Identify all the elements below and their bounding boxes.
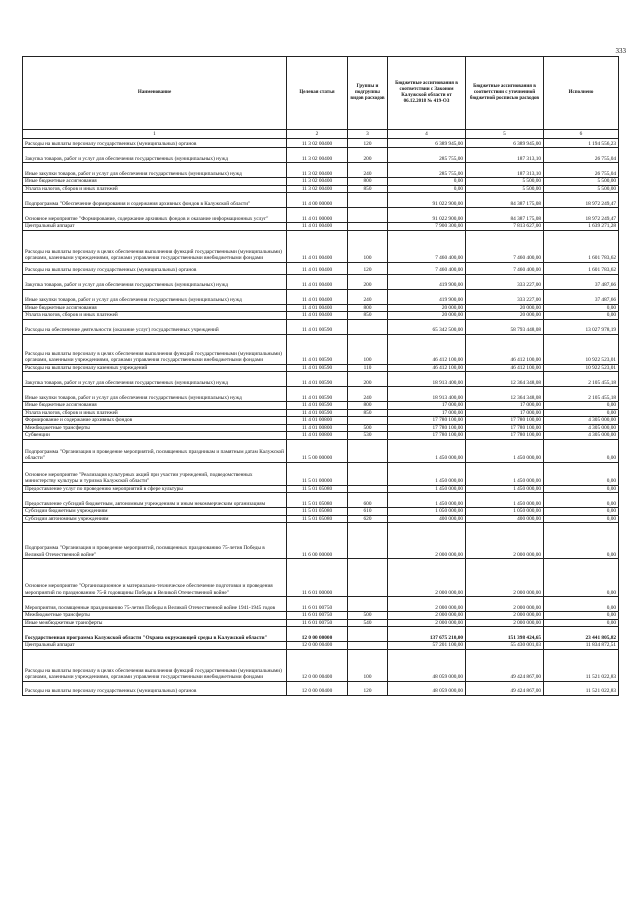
table-row <box>23 364 619 372</box>
row-expense-type: 110 <box>348 364 388 372</box>
row-executed: 0,00 <box>544 485 619 493</box>
row-name: Предоставление услуг по проведению мероприятий в сфере культуры <box>23 485 287 493</box>
row-refined-allocation: 7 460 400,00 <box>466 262 544 274</box>
row-expense-type <box>348 223 388 231</box>
row-target-article: 11 4 01 00590 <box>287 402 348 410</box>
row-name: Расходы на выплаты персоналу казенных учреждений <box>23 364 287 372</box>
row-target-article: 11 6 01 00750 <box>287 619 348 627</box>
row-expense-type <box>348 439 388 462</box>
table-row <box>23 627 619 642</box>
row-law-allocation: 65 342 500,00 <box>388 319 466 334</box>
row-name: Закупка товаров, работ и услуг для обеспечения государственных (муниципальных) нужд <box>23 148 287 163</box>
row-law-allocation: 2 000 000,00 <box>388 523 466 559</box>
row-target-article: 11 4 01 00800 <box>287 432 348 440</box>
row-law-allocation: 0,00 <box>388 178 466 186</box>
row-refined-allocation: 55 430 001,03 <box>466 642 544 650</box>
row-executed: 0,00 <box>544 409 619 417</box>
row-expense-type: 800 <box>348 304 388 312</box>
table-row <box>23 319 619 334</box>
row-executed: 23 441 805,82 <box>544 627 619 642</box>
table-row <box>23 208 619 223</box>
row-law-allocation: 17 780 100,00 <box>388 417 466 425</box>
row-law-allocation: 57 201 100,00 <box>388 642 466 650</box>
row-name: Государственная программа Калужской области "Охрана окружающей среды в Калужской области" <box>23 627 287 642</box>
header-law-allocations: Бюджетные ассигнования в соответствии с Законом Калужской области от 06.12.2018 № 419-ОЗ <box>388 57 466 130</box>
row-refined-allocation: 2 000 000,00 <box>466 619 544 627</box>
row-executed: 0,00 <box>544 619 619 627</box>
row-refined-allocation: 20 000,00 <box>466 304 544 312</box>
table-row <box>23 387 619 402</box>
table-row <box>23 402 619 410</box>
row-law-allocation: 1 450 000,00 <box>388 439 466 462</box>
row-expense-type: 800 <box>348 178 388 186</box>
row-target-article: 12 0 00 00000 <box>287 627 348 642</box>
row-name: Иные закупки товаров, работ и услуг для обеспечения государственных (муниципальных) нужд <box>23 387 287 402</box>
row-target-article: 11 5 01 05080 <box>287 485 348 493</box>
page-number: 333 <box>615 47 626 55</box>
row-law-allocation: 91 022 900,00 <box>388 193 466 208</box>
row-refined-allocation: 2 000 000,00 <box>466 523 544 559</box>
column-number: 4 <box>388 130 466 139</box>
table-row <box>23 642 619 650</box>
row-law-allocation: 1 450 000,00 <box>388 462 466 485</box>
row-refined-allocation: 17 780 100,00 <box>466 424 544 432</box>
row-executed: 18 972 249,47 <box>544 193 619 208</box>
row-refined-allocation: 17 780 100,00 <box>466 432 544 440</box>
row-executed: 4 305 000,00 <box>544 424 619 432</box>
row-target-article: 11 3 02 00400 <box>287 148 348 163</box>
row-name: Расходы на выплаты персоналу государственных (муниципальных) органов <box>23 139 287 148</box>
row-target-article: 11 4 01 00400 <box>287 230 348 262</box>
row-refined-allocation: 2 000 000,00 <box>466 597 544 612</box>
row-refined-allocation: 49 424 867,00 <box>466 649 544 681</box>
row-refined-allocation: 1 450 000,00 <box>466 493 544 508</box>
row-target-article: 11 4 01 00800 <box>287 417 348 425</box>
table-row <box>23 619 619 627</box>
row-executed: 37 487,66 <box>544 274 619 289</box>
row-law-allocation: 419 900,00 <box>388 274 466 289</box>
table-row <box>23 485 619 493</box>
table-row <box>23 649 619 681</box>
table-row <box>23 523 619 559</box>
row-law-allocation: 7 460 400,00 <box>388 230 466 262</box>
row-name: Подпрограмма "Организация и проведение мероприятий, посвященных праздникам и памятным датам Калужской области" <box>23 439 287 462</box>
row-expense-type: 540 <box>348 619 388 627</box>
row-executed: 1 194 556,23 <box>544 139 619 148</box>
row-expense-type: 850 <box>348 185 388 193</box>
row-law-allocation: 7 900 300,00 <box>388 223 466 231</box>
row-expense-type: 120 <box>348 681 388 695</box>
table-row <box>23 334 619 364</box>
row-name: Субсидии автономным учреждениям <box>23 515 287 523</box>
row-law-allocation: 20 000,00 <box>388 312 466 320</box>
row-target-article: 11 3 02 00400 <box>287 178 348 186</box>
row-expense-type <box>348 597 388 612</box>
row-executed: 5 500,00 <box>544 185 619 193</box>
header-name: Наименование <box>23 57 287 130</box>
row-executed: 0,00 <box>544 508 619 516</box>
row-executed: 13 027 978,19 <box>544 319 619 334</box>
header-refined-allocations: Бюджетные ассигнования в соответствии с уточненной бюджетной росписью расходов <box>466 57 544 130</box>
row-target-article: 11 5 00 00000 <box>287 439 348 462</box>
row-refined-allocation: 46 412 100,00 <box>466 364 544 372</box>
table-row <box>23 148 619 163</box>
table-row <box>23 193 619 208</box>
row-expense-type: 530 <box>348 432 388 440</box>
row-name: Расходы на обеспечение деятельности (оказание услуг) государственных учреждений <box>23 319 287 334</box>
row-executed: 0,00 <box>544 612 619 620</box>
row-target-article: 11 5 01 05080 <box>287 508 348 516</box>
row-target-article: 11 5 01 05080 <box>287 515 348 523</box>
row-law-allocation: 1 050 000,00 <box>388 508 466 516</box>
row-name: Основное мероприятие "Организационное и материально-техническое обеспечение подготовки и проведения мероприятий по празднованию 75-й годовщины Победы в Великой Отечественной войне" <box>23 559 287 597</box>
row-target-article: 11 4 01 00590 <box>287 409 348 417</box>
table-row <box>23 493 619 508</box>
row-law-allocation: 48 059 000,00 <box>388 649 466 681</box>
row-law-allocation: 137 675 210,00 <box>388 627 466 642</box>
row-refined-allocation: 49 424 867,00 <box>466 681 544 695</box>
row-law-allocation: 0,00 <box>388 185 466 193</box>
row-target-article: 11 4 01 00400 <box>287 312 348 320</box>
row-target-article: 11 4 01 00590 <box>287 334 348 364</box>
row-target-article: 11 6 01 00750 <box>287 612 348 620</box>
row-refined-allocation: 17 000,00 <box>466 409 544 417</box>
table-row <box>23 304 619 312</box>
row-target-article: 11 4 01 00590 <box>287 372 348 387</box>
row-refined-allocation: 17 780 100,00 <box>466 417 544 425</box>
row-law-allocation: 91 022 900,00 <box>388 208 466 223</box>
row-target-article: 11 4 01 00800 <box>287 424 348 432</box>
row-name: Расходы на выплаты персоналу государственных (муниципальных) органов <box>23 262 287 274</box>
row-target-article: 12 0 00 00400 <box>287 649 348 681</box>
header-row <box>23 57 619 130</box>
table-row <box>23 515 619 523</box>
row-expense-type: 500 <box>348 424 388 432</box>
table-row <box>23 559 619 597</box>
row-refined-allocation: 333 227,00 <box>466 274 544 289</box>
budget-table <box>22 56 619 696</box>
row-target-article: 11 4 01 00400 <box>287 304 348 312</box>
row-target-article: 11 4 01 00400 <box>287 289 348 304</box>
row-expense-type <box>348 642 388 650</box>
row-expense-type: 200 <box>348 148 388 163</box>
row-refined-allocation: 20 000,00 <box>466 312 544 320</box>
row-target-article: 11 4 01 00590 <box>287 387 348 402</box>
row-target-article: 11 5 01 00000 <box>287 462 348 485</box>
table-row <box>23 612 619 620</box>
row-refined-allocation: 2 000 000,00 <box>466 559 544 597</box>
row-name: Уплата налогов, сборов и иных платежей <box>23 185 287 193</box>
table-row <box>23 424 619 432</box>
row-name: Подпрограмма "Обеспечение формирования и содержания архивных фондов в Калужской области" <box>23 193 287 208</box>
row-name: Основное мероприятие "Реализация культурных акций при участии учреждений, подведомственных министерству культуры и туризма Калужской области" <box>23 462 287 485</box>
row-expense-type: 240 <box>348 289 388 304</box>
row-expense-type <box>348 523 388 559</box>
table-row <box>23 289 619 304</box>
row-refined-allocation: 333 227,00 <box>466 289 544 304</box>
row-refined-allocation: 46 412 100,00 <box>466 334 544 364</box>
row-refined-allocation: 187 313,10 <box>466 148 544 163</box>
table-row <box>23 262 619 274</box>
table-row <box>23 223 619 231</box>
row-refined-allocation: 1 450 000,00 <box>466 485 544 493</box>
row-executed: 1 601 783,62 <box>544 262 619 274</box>
row-expense-type: 240 <box>348 163 388 178</box>
row-target-article: 11 6 01 00750 <box>287 597 348 612</box>
row-executed: 4 305 000,00 <box>544 432 619 440</box>
row-expense-type: 100 <box>348 649 388 681</box>
row-expense-type <box>348 319 388 334</box>
row-target-article: 11 4 01 00590 <box>287 364 348 372</box>
row-executed: 10 922 523,01 <box>544 334 619 364</box>
row-target-article: 11 3 02 00400 <box>287 139 348 148</box>
row-refined-allocation: 5 500,00 <box>466 178 544 186</box>
row-law-allocation: 17 000,00 <box>388 409 466 417</box>
row-law-allocation: 48 059 000,00 <box>388 681 466 695</box>
row-law-allocation: 2 000 000,00 <box>388 612 466 620</box>
row-refined-allocation: 1 450 000,00 <box>466 439 544 462</box>
row-executed: 0,00 <box>544 462 619 485</box>
row-law-allocation: 46 412 100,00 <box>388 334 466 364</box>
row-target-article: 12 0 00 00400 <box>287 642 348 650</box>
row-law-allocation: 400 000,00 <box>388 515 466 523</box>
row-law-allocation: 17 000,00 <box>388 402 466 410</box>
row-expense-type <box>348 485 388 493</box>
row-name: Подпрограмма "Организация и проведение мероприятий, посвященных празднованию 75-летия Победы в Великой Отечественной войне" <box>23 523 287 559</box>
row-expense-type <box>348 193 388 208</box>
column-number-row <box>23 130 619 139</box>
row-target-article: 11 4 01 00400 <box>287 274 348 289</box>
row-name: Расходы на выплаты персоналу в целях обеспечения выполнения функций государственными (муниципальными) органами, казенными учреждениями, органами управления государственными внебюджетными фондами <box>23 334 287 364</box>
row-name: Уплата налогов, сборов и иных платежей <box>23 312 287 320</box>
row-executed: 4 305 000,00 <box>544 417 619 425</box>
row-expense-type: 100 <box>348 230 388 262</box>
row-executed: 0,00 <box>544 515 619 523</box>
row-executed: 0,00 <box>544 402 619 410</box>
column-number: 1 <box>23 130 287 139</box>
table-row <box>23 681 619 695</box>
row-refined-allocation: 151 398 424,65 <box>466 627 544 642</box>
row-law-allocation: 46 412 100,00 <box>388 364 466 372</box>
row-name: Иные закупки товаров, работ и услуг для обеспечения государственных (муниципальных) нужд <box>23 163 287 178</box>
row-refined-allocation: 5 500,00 <box>466 185 544 193</box>
row-name: Закупка товаров, работ и услуг для обеспечения государственных (муниципальных) нужд <box>23 274 287 289</box>
table-row <box>23 439 619 462</box>
table-row <box>23 274 619 289</box>
row-executed: 2 105 455,18 <box>544 372 619 387</box>
row-target-article: 12 0 00 00400 <box>287 681 348 695</box>
row-name: Иные межбюджетные трансферты <box>23 619 287 627</box>
row-executed: 11 521 022,83 <box>544 681 619 695</box>
row-name: Расходы на выплаты персоналу в целях обеспечения выполнения функций государственными (муниципальными) органами, казенными учреждениями, органами управления государственными внебюджетными фондами <box>23 230 287 262</box>
row-expense-type: 500 <box>348 612 388 620</box>
row-executed: 2 105 455,18 <box>544 387 619 402</box>
row-expense-type <box>348 462 388 485</box>
row-executed: 1 639 271,28 <box>544 223 619 231</box>
row-target-article: 11 3 02 00400 <box>287 163 348 178</box>
table-row <box>23 312 619 320</box>
row-name: Уплата налогов, сборов и иных платежей <box>23 409 287 417</box>
row-target-article: 11 4 01 00400 <box>287 262 348 274</box>
row-refined-allocation: 7 460 400,00 <box>466 230 544 262</box>
row-name: Межбюджетные трансферты <box>23 612 287 620</box>
row-expense-type: 200 <box>348 274 388 289</box>
table-row <box>23 372 619 387</box>
row-refined-allocation: 84 387 175,08 <box>466 193 544 208</box>
row-name: Иные бюджетные ассигнования <box>23 402 287 410</box>
column-number: 2 <box>287 130 348 139</box>
table-row <box>23 185 619 193</box>
row-executed: 37 487,66 <box>544 289 619 304</box>
row-name: Субсидии бюджетным учреждениям <box>23 508 287 516</box>
header-expense-type: Группы и подгруппы видов расходов <box>348 57 388 130</box>
row-executed: 0,00 <box>544 304 619 312</box>
row-executed: 11 834 872,51 <box>544 642 619 650</box>
row-law-allocation: 2 000 000,00 <box>388 597 466 612</box>
table-row <box>23 417 619 425</box>
row-refined-allocation: 1 050 000,00 <box>466 508 544 516</box>
row-name: Основное мероприятие "Формирование, содержание архивных фондов и оказание информационных услуг" <box>23 208 287 223</box>
table-row <box>23 462 619 485</box>
row-refined-allocation: 12 364 348,08 <box>466 387 544 402</box>
row-law-allocation: 419 900,00 <box>388 289 466 304</box>
row-target-article: 11 6 00 00000 <box>287 523 348 559</box>
table-row <box>23 139 619 148</box>
row-name: Иные бюджетные ассигнования <box>23 304 287 312</box>
table-row <box>23 508 619 516</box>
row-name: Иные бюджетные ассигнования <box>23 178 287 186</box>
row-name: Мероприятия, посвященные празднованию 75-летия Победы в Великой Отечественной войне 1941-1945 годов <box>23 597 287 612</box>
row-expense-type: 240 <box>348 387 388 402</box>
row-refined-allocation: 6 389 945,00 <box>466 139 544 148</box>
row-executed: 0,00 <box>544 559 619 597</box>
row-expense-type: 200 <box>348 372 388 387</box>
row-executed: 0,00 <box>544 523 619 559</box>
row-target-article: 11 5 01 05080 <box>287 493 348 508</box>
row-name: Формирование и содержание архивных фондов <box>23 417 287 425</box>
row-expense-type <box>348 208 388 223</box>
row-expense-type: 600 <box>348 493 388 508</box>
row-expense-type: 800 <box>348 402 388 410</box>
row-expense-type: 100 <box>348 334 388 364</box>
row-expense-type: 120 <box>348 139 388 148</box>
row-refined-allocation: 58 793 448,08 <box>466 319 544 334</box>
row-law-allocation: 2 000 000,00 <box>388 619 466 627</box>
row-expense-type <box>348 559 388 597</box>
row-law-allocation: 2 000 000,00 <box>388 559 466 597</box>
row-target-article: 11 3 02 00400 <box>287 185 348 193</box>
column-number: 3 <box>348 130 388 139</box>
row-law-allocation: 1 450 000,00 <box>388 485 466 493</box>
row-name: Иные закупки товаров, работ и услуг для обеспечения государственных (муниципальных) нужд <box>23 289 287 304</box>
row-executed: 0,00 <box>544 493 619 508</box>
row-executed: 10 922 523,01 <box>544 364 619 372</box>
row-law-allocation: 18 913 400,00 <box>388 372 466 387</box>
row-expense-type: 850 <box>348 409 388 417</box>
row-executed: 0,00 <box>544 439 619 462</box>
row-law-allocation: 20 000,00 <box>388 304 466 312</box>
row-refined-allocation: 400 000,00 <box>466 515 544 523</box>
row-expense-type: 850 <box>348 312 388 320</box>
row-target-article: 11 4 00 00000 <box>287 193 348 208</box>
header-target-article: Целевая статья <box>287 57 348 130</box>
row-refined-allocation: 1 450 000,00 <box>466 462 544 485</box>
row-name: Центральный аппарат <box>23 642 287 650</box>
row-name: Расходы на выплаты персоналу в целях обеспечения выполнения функций государственными (муниципальными) органами, казенными учреждениями, органами управления государственными внебюджетными фондами <box>23 649 287 681</box>
row-expense-type: 620 <box>348 515 388 523</box>
row-executed: 0,00 <box>544 312 619 320</box>
row-refined-allocation: 187 313,10 <box>466 163 544 178</box>
row-executed: 5 500,00 <box>544 178 619 186</box>
column-number: 6 <box>544 130 619 139</box>
row-target-article: 11 4 01 00590 <box>287 319 348 334</box>
row-executed: 26 755,04 <box>544 163 619 178</box>
row-target-article: 11 4 01 00400 <box>287 223 348 231</box>
row-refined-allocation: 7 813 627,00 <box>466 223 544 231</box>
row-executed: 26 755,04 <box>544 148 619 163</box>
row-name: Закупка товаров, работ и услуг для обеспечения государственных (муниципальных) нужд <box>23 372 287 387</box>
row-refined-allocation: 84 387 175,08 <box>466 208 544 223</box>
row-law-allocation: 6 389 945,00 <box>388 139 466 148</box>
row-executed: 11 521 022,83 <box>544 649 619 681</box>
row-name: Расходы на выплаты персоналу государственных (муниципальных) органов <box>23 681 287 695</box>
row-law-allocation: 1 450 000,00 <box>388 493 466 508</box>
row-law-allocation: 18 913 400,00 <box>388 387 466 402</box>
row-expense-type <box>348 417 388 425</box>
row-executed: 18 972 249,47 <box>544 208 619 223</box>
row-law-allocation: 7 460 400,00 <box>388 262 466 274</box>
table-row <box>23 178 619 186</box>
row-target-article: 11 4 01 00000 <box>287 208 348 223</box>
table-row <box>23 163 619 178</box>
row-name: Центральный аппарат <box>23 223 287 231</box>
header-executed: Исполнено <box>544 57 619 130</box>
row-expense-type: 120 <box>348 262 388 274</box>
row-law-allocation: 17 780 100,00 <box>388 432 466 440</box>
row-expense-type: 610 <box>348 508 388 516</box>
row-expense-type <box>348 627 388 642</box>
row-law-allocation: 285 755,00 <box>388 163 466 178</box>
table-row <box>23 597 619 612</box>
row-refined-allocation: 12 364 348,08 <box>466 372 544 387</box>
row-executed: 0,00 <box>544 597 619 612</box>
row-name: Межбюджетные трансферты <box>23 424 287 432</box>
row-name: Предоставление субсидий бюджетным, автономным учреждениям и иным некоммерческим организациям <box>23 493 287 508</box>
row-refined-allocation: 17 000,00 <box>466 402 544 410</box>
table-row <box>23 432 619 440</box>
row-law-allocation: 17 780 100,00 <box>388 424 466 432</box>
table-row <box>23 230 619 262</box>
row-law-allocation: 285 755,00 <box>388 148 466 163</box>
table-row <box>23 409 619 417</box>
column-number: 5 <box>466 130 544 139</box>
row-refined-allocation: 2 000 000,00 <box>466 612 544 620</box>
row-target-article: 11 6 01 00000 <box>287 559 348 597</box>
row-name: Субвенции <box>23 432 287 440</box>
row-executed: 1 601 783,62 <box>544 230 619 262</box>
